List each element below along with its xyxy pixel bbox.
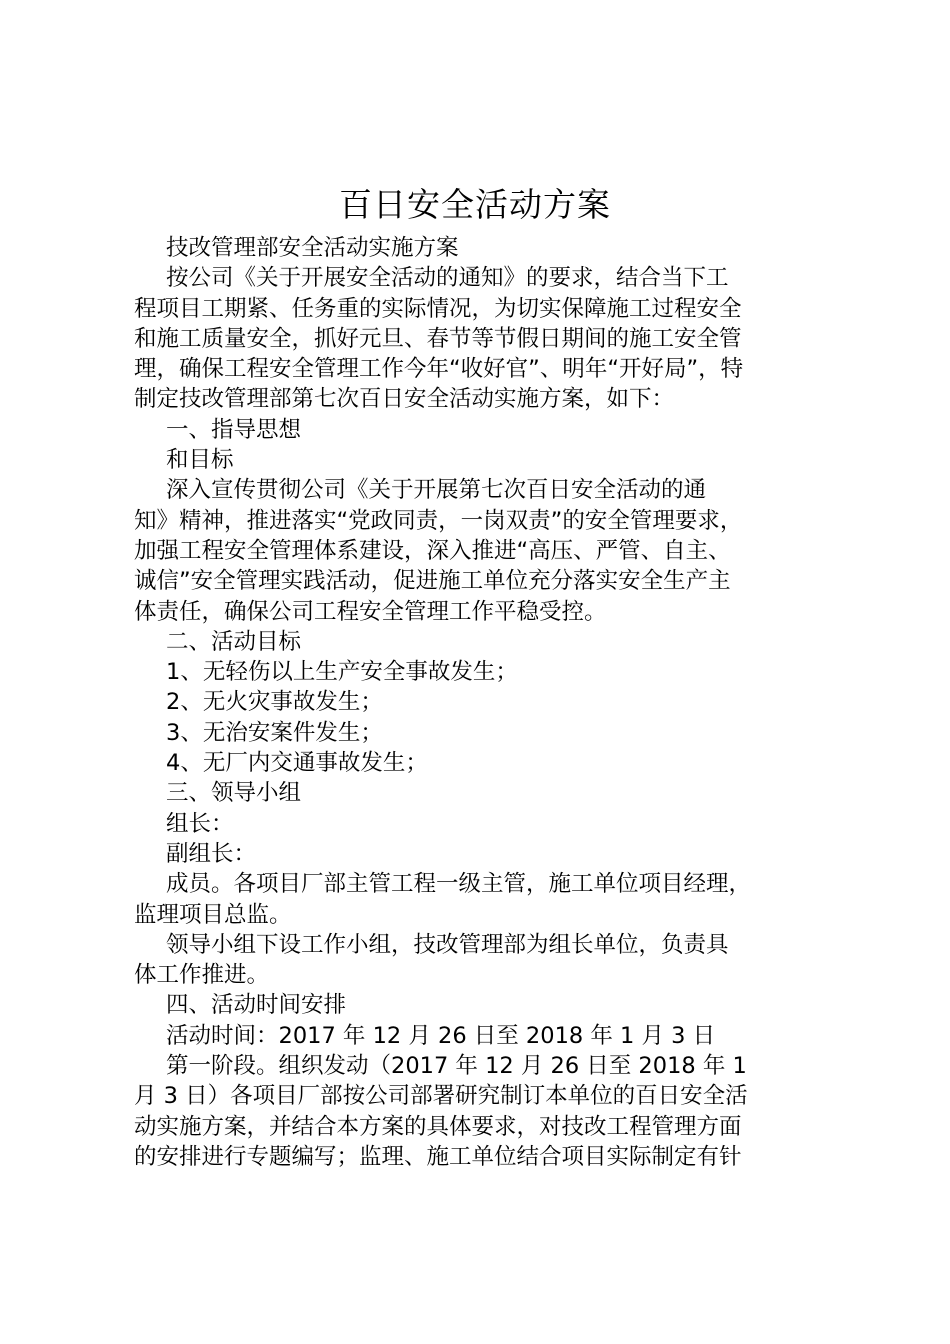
text-line: 动实施方案，并结合本方案的具体要求，对技改工程管理方面: [134, 1113, 742, 1140]
document-title: 百日安全活动方案: [339, 185, 611, 224]
text-line: 成员。各项目厂部主管工程一级主管，施工单位项目经理，: [166, 871, 752, 898]
list-item: 3、无治安案件发生；: [166, 719, 383, 746]
text-line: 加强工程安全管理体系建设，深入推进“高压、严管、自主、: [134, 537, 731, 564]
document-body: [134, 233, 834, 1172]
section-heading: 二、活动目标: [166, 628, 302, 655]
text-line: 深入宣传贯彻公司《关于开展第七次百日安全活动的通: [166, 477, 707, 504]
section-heading: 三、领导小组: [166, 780, 302, 807]
text-line: 和目标: [166, 447, 234, 474]
text-line: 技改管理部安全活动实施方案: [166, 235, 459, 261]
list-item: 2、无火灾事故发生；: [166, 689, 383, 716]
text-line: 第一阶段。组织发动（2017 年 12 月 26 日至 2018 年 1: [166, 1053, 747, 1080]
text-line: 组长：: [166, 810, 234, 837]
text-line: 月 3 日）各项目厂部按公司部署研究制订本单位的百日安全活: [134, 1083, 748, 1110]
text-line: 制定技改管理部第七次百日安全活动实施方案，如下：: [134, 386, 675, 413]
section-heading: 一、指导思想: [166, 416, 302, 443]
text-line: 副组长：: [166, 840, 257, 867]
text-line: 体工作推进。: [134, 962, 270, 989]
text-line: 理，确保工程安全管理工作今年“收好官”、明年“开好局”，特: [134, 356, 744, 383]
list-item: 1、无轻伤以上生产安全事故发生；: [166, 659, 518, 686]
text-line: 和施工质量安全，抓好元旦、春节等节假日期间的施工安全管: [134, 325, 742, 352]
text-line: 诚信”安全管理实践活动，促进施工单位充分落实安全生产主: [134, 568, 731, 595]
text-line: 按公司《关于开展安全活动的通知》的要求，结合当下工: [166, 265, 729, 292]
list-item: 4、无厂内交通事故发生；: [166, 750, 428, 777]
text-line: 程项目工期紧、任务重的实际情况，为切实保障施工过程安全: [134, 295, 742, 322]
text-line: 活动时间：2017 年 12 月 26 日至 2018 年 1 月 3 日: [166, 1022, 716, 1049]
text-line: 体责任，确保公司工程安全管理工作平稳受控。: [134, 598, 607, 625]
text-line: 领导小组下设工作小组，技改管理部为组长单位，负责具: [166, 931, 729, 958]
text-line: 知》精神，推进落实“党政同责，一岗双责”的安全管理要求，: [134, 507, 743, 534]
section-heading: 四、活动时间安排: [166, 992, 347, 1019]
text-line: 监理项目总监。: [134, 901, 292, 928]
text-line: 的安排进行专题编写；监理、施工单位结合项目实际制定有针: [134, 1143, 742, 1170]
